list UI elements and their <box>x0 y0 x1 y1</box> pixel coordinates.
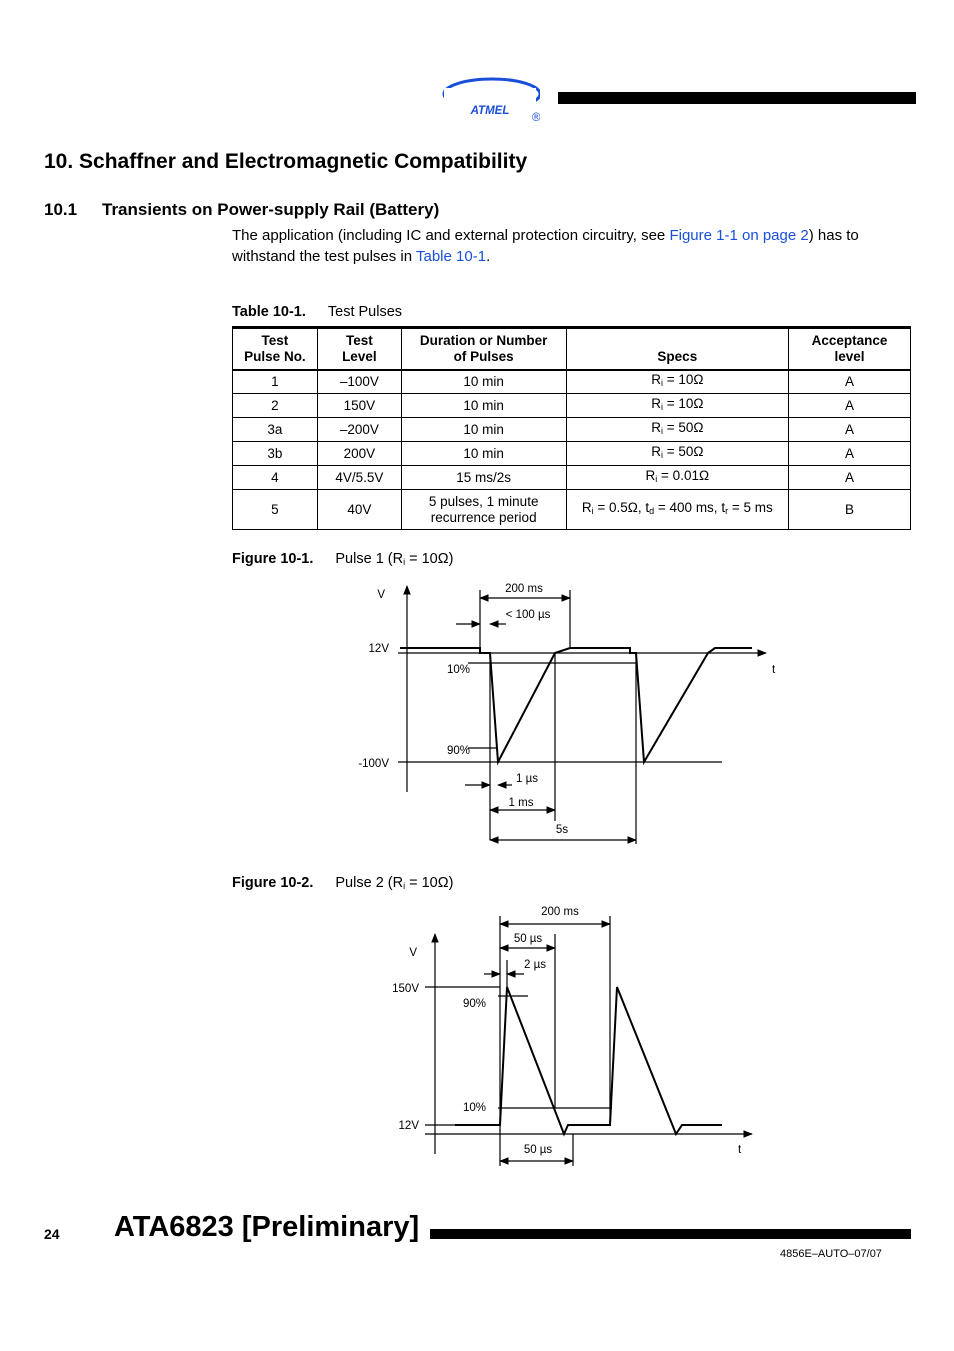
pct10-label: 10% <box>462 1102 486 1114</box>
page-number: 24 <box>44 1226 60 1242</box>
pct90-label: 90% <box>462 998 486 1010</box>
figure1-pulse1-diagram <box>340 578 800 850</box>
table-caption: Table 10-1. Test Pulses <box>232 304 403 320</box>
table-row: 2 150V 10 min $R_i = 10\Omega$ A <box>233 394 911 418</box>
header-pulse: Test Pulse No. <box>233 328 318 370</box>
document-code: 4856E–AUTO–07/07 <box>780 1248 882 1260</box>
section-heading: 10. Schaffner and Electromagnetic Compatibility <box>44 150 528 173</box>
table-header-row <box>233 328 911 370</box>
dim-200ms-label: 200 ms <box>541 906 579 918</box>
svg-text:®: ® <box>532 112 540 122</box>
figure2-caption: Figure 10-2. Pulse 2 $(R_i = 10\Omega)$ <box>232 875 454 891</box>
footer-rule <box>430 1229 911 1239</box>
table-link[interactable]: Table 10-1 <box>416 248 487 265</box>
v-axis-label: V <box>409 947 417 959</box>
dim-50us-top-label: 50 µs <box>513 933 543 945</box>
v-axis-label: V <box>377 589 385 601</box>
header-rule <box>558 92 916 104</box>
t-axis-label: t <box>772 664 776 676</box>
atmel-logo <box>440 74 540 122</box>
dim-200ms-label: 200 ms <box>505 583 543 595</box>
header-acceptance: Acceptance level <box>789 328 911 370</box>
figure1-caption: Figure 10-1. Pulse 1 $(R_i = 10\Omega)$ <box>232 551 454 567</box>
v-low-label: 12V <box>398 1120 419 1132</box>
dim-1us-label: 1 µs <box>516 773 538 785</box>
document-title: ATA6823 [Preliminary] <box>114 1211 420 1243</box>
header-level: Test Level <box>317 328 401 370</box>
test-pulses-table <box>232 326 911 530</box>
table-row: 5 40V 5 pulses, 1 minute recurrence period $R_i = 0.5\Omega$, $t_d = 400$ ms, $t_r = 5$ ms B <box>233 490 911 530</box>
t-axis-label: t <box>738 1144 742 1156</box>
dim-1ms-label: 1 ms <box>508 797 534 809</box>
dim-5s-label: 5s <box>555 824 569 836</box>
figure-link[interactable]: Figure 1-1 on page 2 <box>669 227 809 244</box>
svg-text:ATMEL: ATMEL <box>470 105 510 117</box>
header-duration: Duration or Number of Pulses <box>401 328 566 370</box>
pct90-label: 90% <box>446 745 470 757</box>
table-row: 1 –100V 10 min $R_i = 10\Omega$ A <box>233 370 911 394</box>
dim-2us-label: 2 µs <box>524 959 546 971</box>
dim-50us-bottom-label: 50 µs <box>523 1144 553 1156</box>
pct10-label: 10% <box>446 664 470 676</box>
dim-100us-label: < 100 µs <box>505 609 551 621</box>
v-high-label: 150V <box>392 983 419 995</box>
table-row: 3b 200V 10 min $R_i = 50\Omega$ A <box>233 442 911 466</box>
subsection-heading: 10.1 Transients on Power-supply Rail (Battery) <box>44 200 440 219</box>
v-low-label: -100V <box>358 758 389 770</box>
table-row: 4 4V/5.5V 15 ms/2s $R_i = 0.01\Omega$ A <box>233 466 911 490</box>
table-row: 3a –200V 10 min $R_i = 50\Omega$ A <box>233 418 911 442</box>
intro-paragraph: The application (including IC and external protection circuitry, see Figure 1-1 on page 2) has to withstand the test pulses in Table 10-1. <box>232 227 859 265</box>
v-high-label: 12V <box>368 643 389 655</box>
figure2-pulse2-diagram <box>380 898 780 1170</box>
header-specs: Specs <box>566 328 789 370</box>
